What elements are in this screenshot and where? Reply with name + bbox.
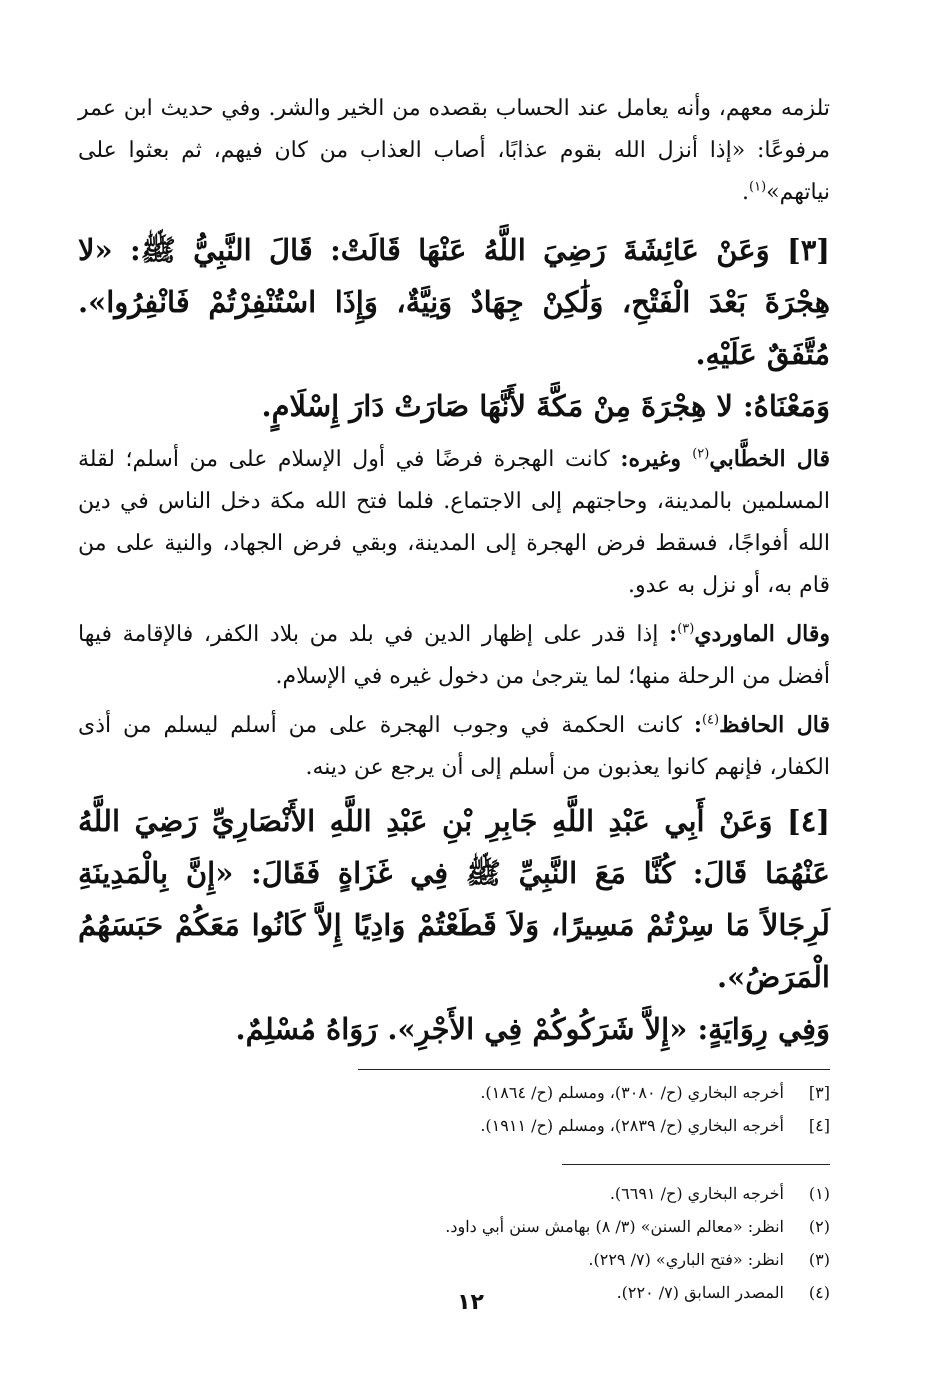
quoted-scholar: وقال الماوردي (694, 621, 830, 647)
commentary-paragraph (78, 88, 830, 214)
takhrij-number: [٣] (808, 1083, 830, 1102)
footnote-number: (١) (808, 1184, 830, 1203)
takhrij-list (78, 1076, 830, 1142)
paragraph-text: كانت الحكمة في وجوب الهجرة على من أسلم ليسلم من أذى الكفار، فإنهم كانوا يعذبون من أسلم إلى أن يرجع عن دينه. (78, 713, 830, 780)
footnote-text: انظر: «فتح الباري» (٧/ ٢٢٩). (588, 1250, 784, 1269)
paragraph-text: إذا قدر على إظهار الدين في بلد من بلاد الكفر، فالإقامة فيها أفضل من الرحلة منها؛ لما يترجىٰ من دخول غيره في الإسلام. (78, 622, 830, 689)
footnote-ref[interactable]: (٤) (701, 712, 720, 728)
page-body (78, 88, 830, 1309)
paragraph-text: تلزمه معهم، وأنه يعامل عند الحساب بقصده من الخير والشر. وفي حديث ابن عمر مرفوعًا: «إذا أنزل الله بقوم عذابًا، أصاب العذاب من كان فيهم، ثم بعثوا على نياتهم» (78, 96, 830, 205)
footnote-number: (٤) (808, 1283, 830, 1302)
takhrij-text: أخرجه البخاري (ح/ ٢٨٣٩)، ومسلم (ح/ ١٩١١). (480, 1116, 784, 1135)
takhrij-divider (358, 1069, 830, 1070)
quoted-scholar: قال الحافظ (719, 712, 830, 738)
page-number: ١٢ (457, 1290, 484, 1315)
hadith-variant (78, 1003, 830, 1055)
footnote-divider (562, 1164, 830, 1165)
footnote-ref[interactable]: (٣) (677, 621, 695, 637)
quoted-scholar-suffix: وغيره: (620, 446, 693, 472)
hadith-3-text: [٣] وَعَنْ عَائِشَةَ رَضِيَ اللَّهُ عَنْهَا قَالَتْ: قَالَ النَّبِيُّ ﷺ: «لا هِجْرَةَ بَعْدَ الْفَتْحِ، وَلَٰكِنْ جِهَادٌ وَنِيَّةٌ، وَإِذَا اسْتُنْفِرْتُمْ فَانْفِرُوا». مُتَّفَقٌ عَلَيْهِ. (78, 233, 830, 371)
hadith-4-variant: وَفِي رِوَايَةٍ: «إِلاَّ شَرَكُوكُمْ فِي الأَجْرِ». رَوَاهُ مُسْلِمٌ. (235, 1012, 830, 1046)
hadith-text (78, 795, 830, 1003)
quoted-scholar-suffix: : (693, 712, 702, 738)
footnote-number: (٢) (808, 1217, 830, 1236)
paragraph-text: كانت الهجرة فرضًا في أول الإسلام على من أسلم؛ لقلة المسلمين بالمدينة، وحاجتهم إلى الاجتماع. فلما فتح الله مكة دخل الناس في دين الله أفواجًا، فسقط فرض الهجرة إلى المدينة، وبقي فرض الجهاد، والنية على من قام به، أو نزل به عدو. (78, 447, 830, 598)
footnote-item (78, 1210, 830, 1243)
hadith-text (78, 224, 830, 380)
paragraph-tail: . (742, 180, 750, 205)
commentary-paragraph (78, 613, 830, 698)
footnote-number: (٣) (808, 1250, 830, 1269)
takhrij-item (78, 1109, 830, 1142)
footnote-text: أخرجه البخاري (ح/ ٦٦٩١). (609, 1184, 784, 1203)
commentary-paragraph (78, 438, 830, 607)
hadith-4-text: [٤] وَعَنْ أَبِي عَبْدِ اللَّهِ جَابِرِ بْنِ عَبْدِ اللَّهِ الأَنْصَارِيِّ رَضِيَ اللَّهُ عَنْهُمَا قَالَ: كُنَّا مَعَ النَّبِيِّ ﷺ فِي غَزَاةٍ فَقَالَ: «إِنَّ بِالْمَدِينَةِ لَرِجَالاً مَا سِرْتُمْ مَسِيرًا، وَلاَ قَطَعْتُمْ وَادِيًا إِلاَّ كَانُوا مَعَكُمْ حَبَسَهُمُ الْمَرَضُ». (78, 804, 830, 994)
footnote-ref[interactable]: (٢) (692, 446, 710, 462)
takhrij-item (78, 1076, 830, 1109)
takhrij-number: [٤] (808, 1116, 830, 1135)
footnote-ref[interactable]: (١) (749, 179, 767, 195)
footnote-item (78, 1177, 830, 1210)
commentary-paragraph (78, 704, 830, 789)
hadith-3-meaning: وَمَعْنَاهُ: لا هِجْرَةَ مِنْ مَكَّةَ لأَنَّهَا صَارَتْ دَارَ إِسْلَامٍ. (261, 389, 830, 423)
quoted-scholar: قال الخطَّابي (709, 446, 830, 472)
footnote-text: انظر: «معالم السنن» (٣/ ٨) بهامش سنن أبي داود. (445, 1217, 784, 1236)
hadith-explanation (78, 380, 830, 432)
footnote-item (78, 1243, 830, 1276)
quoted-scholar-suffix: : (669, 621, 678, 647)
footnote-text: المصدر السابق (٧/ ٢٢٠). (616, 1283, 784, 1302)
takhrij-text: أخرجه البخاري (ح/ ٣٠٨٠)، ومسلم (ح/ ١٨٦٤). (480, 1083, 784, 1102)
